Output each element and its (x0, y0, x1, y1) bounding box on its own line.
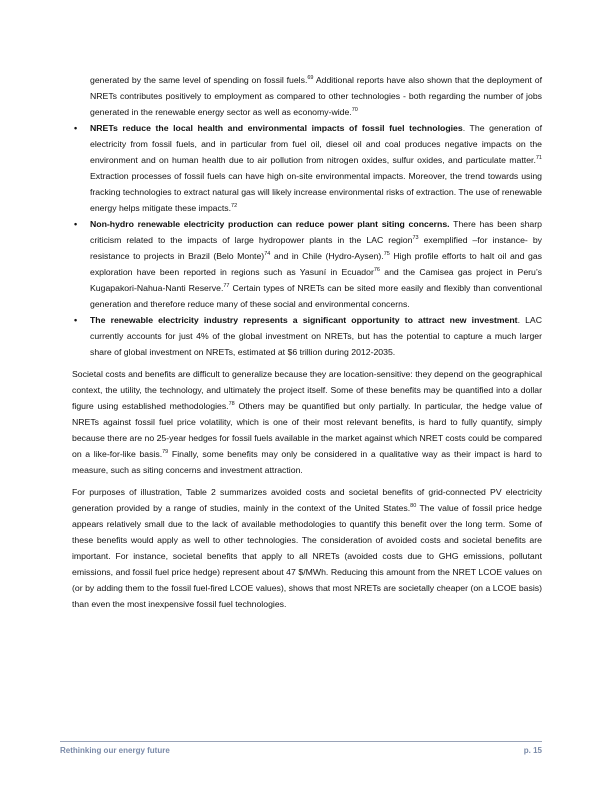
footnote-ref: 75 (383, 251, 390, 257)
text-run: . The generation of electricity from fossil fuels, and in particular from fuel oil, diesel oil and coal produces negative impacts on the environment and on human health due to air pollution from nitrogen oxides, sulfur oxides, and particulate matter. (90, 123, 542, 165)
continuation-paragraph (72, 72, 542, 120)
text-run: and the Camisea gas project in Peru’s Kugapakori-Nahua-Nanti Reserve. (90, 267, 542, 293)
text-run: and in Chile (Hydro-Aysen). (270, 251, 384, 261)
footnote-ref: 78 (228, 401, 235, 407)
bullet-siting-concerns (72, 216, 542, 312)
text-run: . LAC currently accounts for just 4% of the global investment on NRETs, but has the potential to capture a much larger share of global investment on NRETs, estimated at $6 trillion during 2012-2035. (90, 315, 542, 357)
text-run: Societal costs and benefits are difficult to generalize because they are location-sensitive: they depend on the geographical context, the utility, the technology, and ultimately the project itself. Some of these benefits may be quantified into a dollar figure using established methodologies. (72, 369, 542, 411)
text-run: exemplified –for instance- by resistance to projects in Brazil (Belo Monte) (90, 235, 542, 261)
text-run: Extraction processes of fossil fuels can have high on-site environmental impacts. Moreover, the trend towards using fracking technologies to extract natural gas will likely increase environmental risks of extraction. The use of renewable energy helps mitigate these impacts. (90, 171, 542, 213)
footnote-ref: 71 (535, 155, 542, 161)
paragraph-illustration (72, 484, 542, 612)
text-run: There has been sharp criticism related to the impacts of large hydropower plants in the LAC region (90, 219, 542, 245)
text-run: Certain types of NRETs can be sited more easily and flexibly than conventional generation and therefore reduce many of these social and environmental concerns. (90, 283, 542, 309)
bullet-heading: The renewable electricity industry represents a significant opportunity to attract new investment (90, 315, 518, 325)
footnote-ref: 72 (231, 203, 238, 209)
page-number: p. 15 (523, 746, 542, 755)
text-run: Additional reports have also shown that the deployment of NRETs contributes positively to employment as compared to other technologies - both regarding the number of jobs generated in the renewable energy sector as well as economy-wide. (90, 75, 542, 117)
text-run: Others may be quantified but only partially. In particular, the hedge value of NRETs against fossil fuel price volatility, which is one of their most relevant benefits, is hard to fully quantify, simply because there are no 25-year hedges for fossil fuels available in the market against which NRET costs could be compared on a like-for-like basis. (72, 401, 542, 459)
footer-title: Rethinking our energy future (60, 746, 170, 755)
text-run: For purposes of illustration, Table 2 summarizes avoided costs and societal benefits of grid-connected PV electricity generation provided by a range of studies, mainly in the context of the United States. (72, 487, 542, 513)
footnote-ref: 70 (351, 107, 358, 113)
footnote-ref: 69 (307, 75, 314, 81)
bullet-heading: Non-hydro renewable electricity production can reduce power plant siting concerns. (90, 219, 450, 229)
footnote-ref: 74 (264, 251, 271, 257)
page-content (72, 72, 542, 618)
bullet-dot: • (74, 315, 78, 325)
text-run: High profile efforts to halt oil and gas exploration have been reported in regions such as Yasuní in Ecuador (90, 251, 542, 277)
bullet-list (72, 120, 542, 360)
text-run: generated by the same level of spending on fossil fuels. (90, 75, 308, 85)
bullet-health-impacts (72, 120, 542, 216)
bullet-dot: • (74, 219, 78, 229)
bullet-heading: NRETs reduce the local health and environmental impacts of fossil fuel technologies (90, 123, 463, 133)
footnote-ref: 80 (410, 503, 417, 509)
text-run: The value of fossil price hedge appears relatively small due to the lack of available methodologies to quantify this benefit over the long term. Some of these benefits would apply as well to other technologies. The consideration of avoided costs and societal benefits are important. For instance, societal benefits that apply to all NRETs (avoided costs due to GHG emissions, pollutant emissions, and fossil fuel price hedge) represent about 47 $/MWh. Reducing this amount from the NRET LCOE values on (or by adding them to the fossil fuel-fired LCOE values), shows that most NRETs are societally cheaper (on a LCOE basis) than even the most inexpensive fossil fuel technologies. (72, 503, 543, 609)
bullet-dot: • (74, 123, 78, 133)
paragraph-societal-costs (72, 366, 542, 478)
footnote-ref: 73 (412, 235, 419, 241)
bullet-investment (72, 312, 542, 360)
footnote-ref: 79 (162, 449, 169, 455)
footnote-ref: 77 (223, 283, 230, 289)
footnote-ref: 76 (373, 267, 380, 273)
page-footer (60, 741, 542, 755)
text-run: Finally, some benefits may only be considered in a qualitative way as their impact is hard to measure, such as siting concerns and investment attraction. (72, 449, 542, 475)
